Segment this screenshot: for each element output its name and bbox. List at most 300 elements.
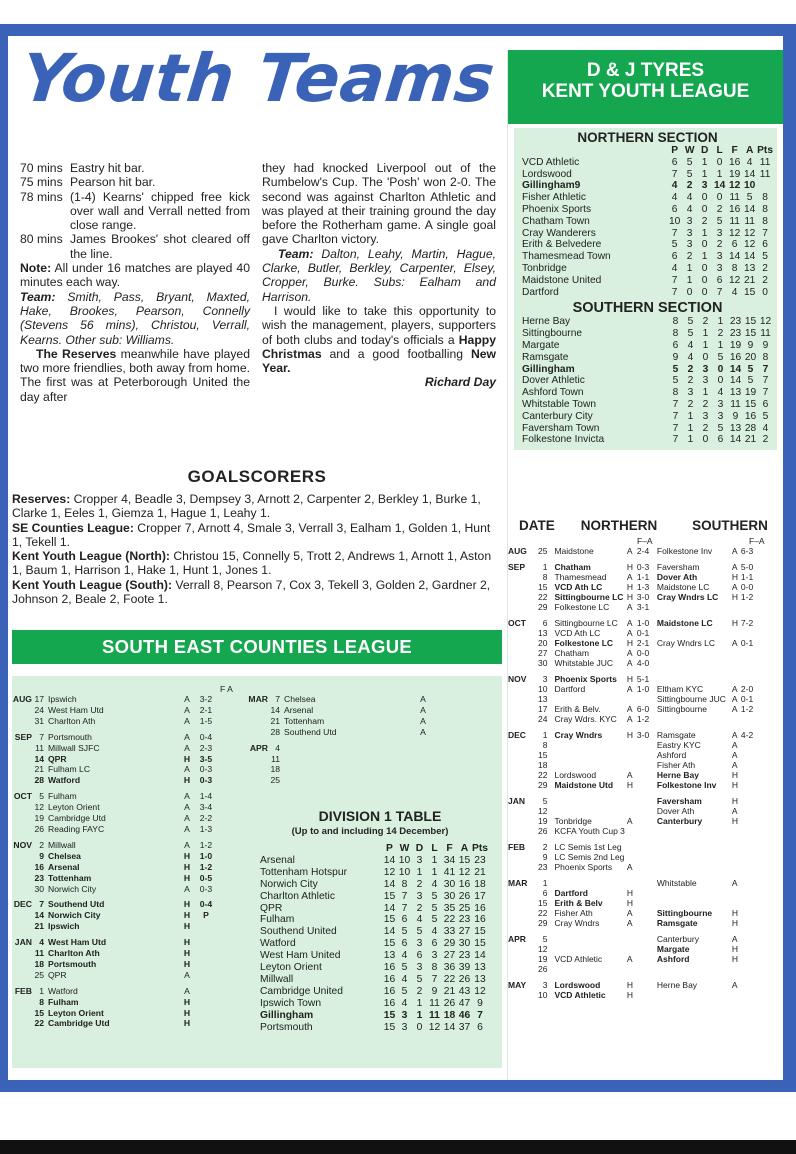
stat-cell (757, 180, 773, 192)
fixture-row (12, 754, 216, 765)
fixture-month (12, 997, 34, 1008)
fixture-month (507, 572, 537, 582)
fixture-row (12, 694, 216, 705)
fixture-day: 25 (270, 775, 280, 786)
stat-cell: 5 (717, 351, 724, 363)
goalscorer-line (12, 578, 502, 607)
fixture-month (507, 806, 537, 816)
fixture-month (12, 910, 34, 921)
southern-score: 1-2 (740, 704, 754, 714)
northern-score (636, 760, 656, 770)
northern-venue: A (626, 918, 633, 928)
match-event (20, 232, 250, 261)
stat-cell: 3 (687, 387, 694, 399)
stat-cell: 5 (431, 914, 438, 926)
fixture-opponent (284, 764, 414, 775)
northern-score (636, 826, 656, 836)
northern-score (636, 852, 656, 862)
southern-score (740, 852, 760, 862)
fixture-row (12, 775, 216, 786)
northern-venue: A (626, 658, 633, 668)
fixture-score (196, 1018, 216, 1029)
fixture-score (196, 1008, 216, 1019)
fixture-row (12, 824, 216, 835)
stat-cell: 4 (416, 914, 423, 926)
fixture-venue: H (183, 996, 191, 1007)
southern-score (740, 750, 760, 760)
stat-cell: 6 (671, 251, 678, 263)
stat-cell: 16 (383, 973, 396, 985)
fixture-opponent: Leyton Orient (48, 1007, 104, 1018)
northern-opponent: Fisher Ath (554, 908, 593, 918)
reserves-label: The Reserves (36, 346, 117, 361)
stat-cell: 21 (474, 866, 486, 878)
stat-cell: 5 (747, 363, 754, 375)
goalscorer-category: Kent Youth League (South): (12, 577, 173, 592)
table-row (260, 867, 488, 879)
fixture-score: 3-2 (199, 694, 213, 704)
fixture-month: JAN (508, 796, 526, 806)
stat-cell: 7 (762, 227, 768, 239)
stat-cell: 16 (458, 878, 471, 890)
fixture-row (507, 740, 760, 750)
fixture-row (507, 648, 760, 658)
southern-opponent (656, 602, 731, 612)
southern-opponent (656, 658, 731, 668)
southern-venue (731, 602, 740, 612)
stat-cell: 13 (474, 962, 486, 974)
stat-cell: 1 (702, 339, 709, 351)
northern-score: 0-1 (636, 628, 650, 638)
fixture-opponent: West Ham Utd (48, 704, 104, 715)
fixture-row (507, 638, 760, 648)
fixture-month: AUG (12, 694, 32, 704)
fixture-venue: H (183, 958, 191, 969)
fixture-score: 3-4 (199, 802, 213, 813)
fixture-month (248, 705, 270, 716)
stat-cell: 0 (702, 434, 709, 446)
stat-cell: 1 (431, 854, 438, 866)
table-row (522, 169, 773, 181)
northern-score: 1-0 (636, 618, 650, 628)
fixture-day: 5 (542, 934, 548, 944)
fixture-month: MAR (508, 878, 528, 888)
team-name: Herne Bay (522, 316, 571, 328)
stat-cell: 15 (744, 328, 757, 340)
fixture-venue: H (183, 921, 191, 932)
northern-venue: A (626, 628, 633, 638)
southern-score: 0-0 (740, 582, 754, 592)
fixture-row (12, 1008, 216, 1019)
fixture-row (507, 628, 760, 638)
fixture-opponent: QPR (48, 969, 67, 980)
southern-venue: H (731, 780, 739, 790)
fixture-month (12, 764, 34, 775)
stat-cell: 7 (671, 168, 678, 180)
southern-venue: A (731, 806, 738, 816)
fixture-venue: H (183, 1018, 191, 1029)
fixture-month (248, 754, 270, 765)
fixture-row (248, 754, 432, 765)
stat-cell: 46 (458, 1009, 471, 1021)
fixture-venue: A (184, 742, 190, 753)
top-border (0, 24, 796, 36)
southern-score (740, 602, 760, 612)
stat-cell: 1 (701, 168, 708, 180)
bottom-border (0, 1080, 796, 1092)
fixture-row (507, 556, 760, 572)
southern-venue: A (731, 730, 738, 740)
southern-header: SOUTHERN (692, 517, 768, 533)
fixture-opponent: Millwall SJFC (48, 742, 100, 753)
southern-score (740, 760, 760, 770)
fixture-day: 18 (34, 958, 44, 969)
stat-cell: 4 (401, 973, 408, 985)
southern-opponent: Eastry KYC (656, 740, 701, 750)
southern-venue (731, 658, 740, 668)
fixture-row (507, 582, 760, 592)
stat-cell: 2 (416, 985, 423, 997)
event-text: Eastry hit bar. (70, 161, 145, 175)
fixture-month: SEP (14, 731, 32, 742)
fixture-month (507, 954, 537, 964)
fixture-month (248, 716, 270, 727)
northern-opponent: Cray Wndrs (554, 730, 603, 740)
stat-cell: 8 (762, 203, 768, 215)
stat-cell: 6 (401, 914, 408, 926)
southern-opponent: Folkestone Inv (656, 546, 713, 556)
southern-opponent (656, 990, 731, 1000)
northern-header: NORTHERN (580, 517, 658, 533)
team-name: Margate (522, 339, 560, 351)
southern-score (740, 898, 760, 908)
stat-cell: 5 (431, 902, 438, 914)
stat-cell: 1 (702, 387, 709, 399)
stat-cell: 7 (716, 286, 723, 298)
northern-venue: A (626, 648, 633, 658)
stat-cell: 14 (729, 375, 742, 387)
team-name: Arsenal (260, 854, 295, 866)
fixture-day: 14 (34, 753, 44, 764)
northern-opponent (553, 944, 625, 954)
stat-cell: 14 (743, 168, 756, 180)
fixture-venue: A (184, 969, 190, 980)
fixture-day: 25 (538, 546, 548, 556)
northern-score: 1-2 (636, 714, 650, 724)
goalscorer-line (12, 549, 502, 578)
fixture-day: 1 (542, 562, 548, 572)
fixture-row (507, 928, 760, 944)
reserves-paragraph-continued: they had knocked Liverpool out of the Rumbelow's Cup. The 'Posh' won 2-0. The second was against Charlton Athletic and was played at their training ground the day before the Rotherham game. A single goal gave Charlton victory. (262, 161, 496, 247)
fixture-day: 26 (34, 823, 44, 834)
kyl-heading (508, 50, 783, 114)
stat-cell: 30 (458, 938, 471, 950)
stat-cell: 3 (716, 251, 723, 263)
fixture-month (507, 918, 537, 928)
fixture-day: 2 (39, 839, 44, 850)
northern-venue: H (626, 990, 634, 1000)
stat-cell: 1 (702, 328, 709, 340)
fixture-venue: A (420, 694, 426, 704)
stat-cell: 3 (416, 854, 423, 866)
stat-cell: 4 (401, 997, 408, 1009)
table-row (260, 926, 488, 938)
fixture-row (248, 694, 432, 705)
northern-opponent (553, 964, 625, 974)
stat-cell: 7 (477, 1009, 483, 1021)
fixture-venue: A (184, 694, 190, 704)
fixture-row (12, 802, 216, 813)
fixture-day: 13 (538, 628, 548, 638)
northern-score: 4-0 (636, 658, 650, 668)
northern-opponent: Lordswood (554, 770, 597, 780)
fixture-day: 17 (538, 704, 548, 714)
fixture-row (12, 813, 216, 824)
division1-table (260, 843, 488, 1034)
southern-opponent (656, 826, 731, 836)
fixture-day: 10 (538, 990, 548, 1000)
fixture-row (507, 602, 760, 612)
stat-cell: 12 (743, 239, 756, 251)
southern-venue (731, 862, 740, 872)
southern-score (740, 872, 760, 888)
team-name: Gillingham9 (522, 180, 581, 192)
stat-cell: 2 (702, 316, 709, 328)
closing-text-mid: and a good footballing (321, 346, 471, 361)
table-row (522, 340, 773, 352)
stat-cell: 1 (717, 339, 724, 351)
northern-score: 1-0 (636, 684, 650, 694)
southern-opponent (656, 852, 731, 862)
stat-cell: 0 (686, 286, 693, 298)
team-label: Team: (20, 289, 56, 304)
southern-venue: H (731, 954, 739, 964)
page-title: Youth Teams (17, 40, 499, 117)
northern-score: 3-0 (636, 592, 650, 602)
southern-venue (731, 668, 740, 684)
fixture-month (507, 888, 537, 898)
northern-venue: H (626, 592, 634, 602)
northern-score (636, 918, 656, 928)
southern-opponent: Margate (656, 944, 690, 954)
fixture-opponent: West Ham Utd (48, 937, 107, 948)
fixture-venue: H (183, 948, 191, 959)
table-row (260, 986, 488, 998)
stat-cell: 5 (672, 375, 679, 387)
southern-opponent (656, 628, 731, 638)
fixture-day: 23 (34, 872, 44, 883)
fixture-day: 27 (538, 648, 548, 658)
southern-opponent: Cray Wndrs LC (656, 638, 715, 648)
northern-section-title: NORTHERN SECTION (577, 130, 718, 145)
fixture-row (507, 780, 760, 790)
stat-cell: 14 (443, 1021, 456, 1033)
stat-cell: 11 (730, 398, 741, 410)
northern-venue: A (626, 908, 633, 918)
team-name: Charlton Athletic (260, 890, 335, 902)
southern-venue (731, 852, 740, 862)
southern-opponent (656, 862, 731, 872)
southern-venue: A (731, 546, 738, 556)
stat-cell: 12 (383, 866, 396, 878)
fixture-score: 0-3 (199, 775, 213, 786)
northern-score (636, 862, 656, 872)
stat-cell: 30 (443, 890, 456, 902)
fixture-score: 0-5 (199, 872, 213, 883)
fixture-month (507, 990, 537, 1000)
stat-cell: 1 (687, 422, 694, 434)
table-row (260, 879, 488, 891)
team-name: Fisher Athletic (522, 192, 586, 204)
team-line-youth (20, 290, 250, 347)
fixture-day: 15 (34, 1007, 44, 1018)
event-time: 70 mins (20, 161, 63, 175)
fixture-opponent: Arsenal (284, 704, 314, 715)
stat-cell: 22 (443, 914, 456, 926)
southern-venue (731, 826, 740, 836)
stat-cell: 4 (431, 878, 438, 890)
northern-opponent: Phoenix Sports (554, 862, 613, 872)
stat-cell: 3 (431, 950, 438, 962)
northern-score (636, 694, 656, 704)
southern-opponent: Faversham (656, 796, 702, 806)
stat-cell: 16 (474, 902, 486, 914)
note-label: Note: (20, 261, 52, 276)
northern-score (636, 780, 656, 790)
stat-cell: 7 (401, 902, 408, 914)
southern-opponent: Sittingbourne (656, 704, 707, 714)
northern-score (636, 806, 656, 816)
fixture-row (248, 727, 432, 738)
fixture-month: MAY (508, 980, 527, 990)
fixture-month (507, 750, 537, 760)
stat-cell: 15 (383, 1021, 396, 1033)
fixture-score: 1-0 (199, 850, 213, 861)
northern-score (636, 836, 656, 852)
fixture-row (507, 944, 760, 954)
stat-cell: 3 (416, 938, 423, 950)
stat-cell: 3 (717, 398, 724, 410)
fixture-day: 9 (39, 850, 44, 861)
stat-cell: 5 (672, 363, 679, 375)
stat-cell: 3 (686, 239, 693, 251)
southern-venue: A (731, 934, 738, 944)
northern-venue (626, 836, 636, 852)
fixture-month: DEC (508, 730, 526, 740)
fixture-venue: H (183, 753, 191, 764)
southern-score (740, 836, 760, 852)
fixture-day: 30 (538, 658, 548, 668)
stat-cell: 2 (762, 434, 769, 446)
southern-score (740, 628, 760, 638)
stat-cell: 11 (429, 1009, 440, 1021)
stat-cell: 4 (686, 203, 693, 215)
stat-cell: 5 (416, 973, 423, 985)
secl-fixtures-left (12, 694, 216, 1029)
fixture-row (12, 921, 216, 932)
column-header: Pts (757, 145, 773, 156)
table-row (522, 411, 773, 423)
stat-cell: 16 (383, 985, 396, 997)
fixture-day: 25 (34, 969, 44, 980)
stat-cell: 6 (401, 938, 408, 950)
closing-paragraph (262, 304, 496, 375)
southern-venue (731, 628, 740, 638)
stat-cell: 7 (671, 286, 678, 298)
fixture-row (507, 592, 760, 602)
northern-score: 0-0 (636, 648, 650, 658)
stat-cell: 11 (760, 328, 771, 340)
southern-score: 7-2 (740, 618, 754, 628)
southern-venue: A (731, 704, 738, 714)
stat-cell: 6 (431, 938, 438, 950)
northern-score (636, 908, 656, 918)
team-name: Ashford Town (522, 387, 584, 399)
table-row (522, 239, 773, 251)
fixture-opponent: Fulham LC (48, 764, 91, 775)
fixture-row (507, 612, 760, 628)
team-name: Tonbridge (522, 262, 567, 274)
table-row (260, 1010, 488, 1022)
fixture-day: 22 (538, 908, 548, 918)
stat-cell: 1 (416, 997, 423, 1009)
fixture-row (507, 658, 760, 668)
southern-score (740, 862, 760, 872)
fixture-month (507, 862, 537, 872)
team-name: Norwich City (260, 878, 318, 890)
stat-cell: 1 (701, 227, 708, 239)
fixture-day: 6 (542, 888, 548, 898)
fixture-opponent: Tottenham (284, 715, 325, 726)
northern-venue: H (626, 638, 634, 648)
southern-opponent: Herne Bay (656, 980, 698, 990)
stat-cell: 18 (474, 878, 486, 890)
fixture-month (12, 1008, 34, 1019)
northern-opponent (553, 928, 625, 944)
fixture-month (248, 764, 270, 775)
stat-cell: 8 (731, 262, 738, 274)
team-name: Sittingbourne (522, 328, 583, 340)
stat-cell: 5 (687, 328, 694, 340)
northern-opponent: KCFA Youth Cup 3 (554, 826, 625, 836)
southern-score (740, 658, 760, 668)
fixture-opponent: Norwich City (48, 883, 97, 894)
stat-cell: 2 (687, 398, 694, 410)
match-report-left-column (20, 161, 250, 404)
stat-cell: 10 (743, 180, 756, 192)
column-header (522, 145, 667, 157)
team-name: Millwall (260, 973, 294, 985)
team-name: Maidstone United (522, 274, 602, 286)
southern-venue: H (731, 796, 739, 806)
northern-venue: H (626, 674, 634, 684)
fixture-day: 4 (39, 937, 44, 948)
stat-cell: 4 (686, 192, 693, 204)
fixture-month (507, 628, 537, 638)
southern-score: 6-3 (740, 546, 754, 556)
stat-cell: 3 (702, 363, 709, 375)
fixture-venue: A (184, 883, 190, 894)
southern-score (740, 668, 760, 684)
fixture-row (507, 790, 760, 806)
southern-opponent (656, 964, 731, 974)
fixture-row (507, 908, 760, 918)
stat-cell: 5 (401, 926, 408, 938)
southern-opponent (656, 648, 731, 658)
table-row (522, 352, 773, 364)
stat-cell: 3 (716, 262, 723, 274)
fixture-month (12, 851, 34, 862)
